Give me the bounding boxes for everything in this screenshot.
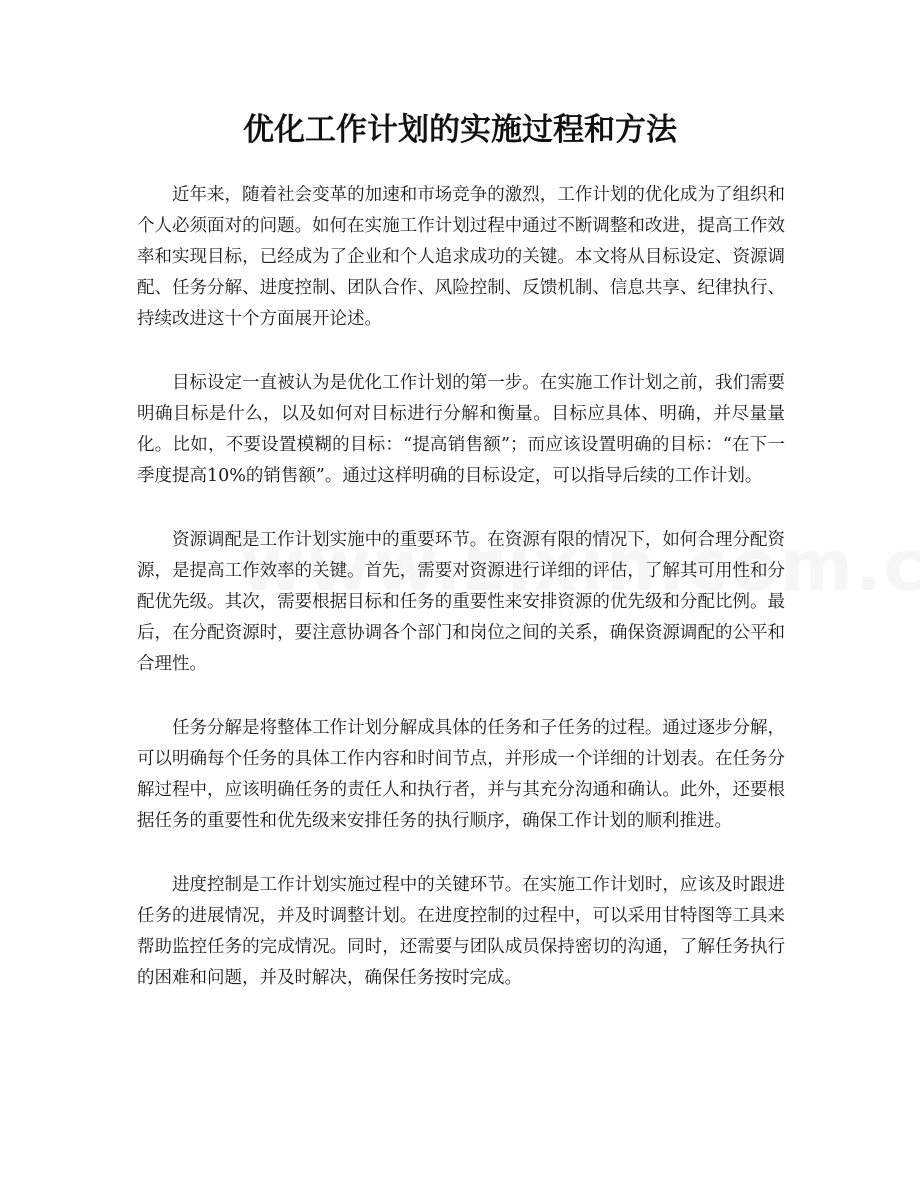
document-body (137, 180, 785, 1027)
paragraph-progress-control: 进度控制是工作计划实施过程中的关键环节。在实施工作计划时，应该及时跟进任务的进展情况，并及时调整计划。在进度控制的过程中，可以采用甘特图等工具来帮助监控任务的完成情况。同时，还需要与团队成员保持密切的沟通，了解任务执行的困难和问题，并及时解决，确保任务按时完成。 (137, 875, 785, 988)
paragraph-resource-allocation: 资源调配是工作计划实施中的重要环节。在资源有限的情况下，如何合理分配资源，是提高工作效率的关键。首先，需要对资源进行详细的评估，了解其可用性和分配优先级。其次，需要根据目标和任务的重要性来安排资源的优先级和分配比例。最后，在分配资源时，要注意协调各个部门和岗位之间的关系，确保资源调配的公平和合理性。 (137, 530, 785, 674)
document-title: 优化工作计划的实施过程和方法 (243, 112, 677, 148)
paragraph-task-breakdown: 任务分解是将整体工作计划分解成具体的任务和子任务的过程。通过逐步分解，可以明确每个任务的具体工作内容和时间节点，并形成一个详细的计划表。在任务分解过程中，应该明确任务的责任人和执行者，并与其充分沟通和确认。此外，还要根据任务的重要性和优先级来安排任务的执行顺序，确保工作计划的顺利推进。 (137, 718, 785, 831)
paragraph-goal-setting: 目标设定一直被认为是优化工作计划的第一步。在实施工作计划之前，我们需要明确目标是什么，以及如何对目标进行分解和衡量。目标应具体、明确，并尽量量化。比如，不要设置模糊的目标：“提高销售额”；而应该设置明确的目标：“在下一季度提高10%的销售额”。通过这样明确的目标设定，可以指导后续的工作计划。 (137, 373, 785, 486)
paragraph-intro: 近年来，随着社会变革的加速和市场竞争的激烈，工作计划的优化成为了组织和个人必须面对的问题。如何在实施工作计划过程中通过不断调整和改进，提高工作效率和实现目标，已经成为了企业和个人追求成功的关键。本文将从目标设定、资源调配、任务分解、进度控制、团队合作、风险控制、反馈机制、信息共享、纪律执行、持续改进这十个方面展开论述。 (137, 185, 785, 329)
